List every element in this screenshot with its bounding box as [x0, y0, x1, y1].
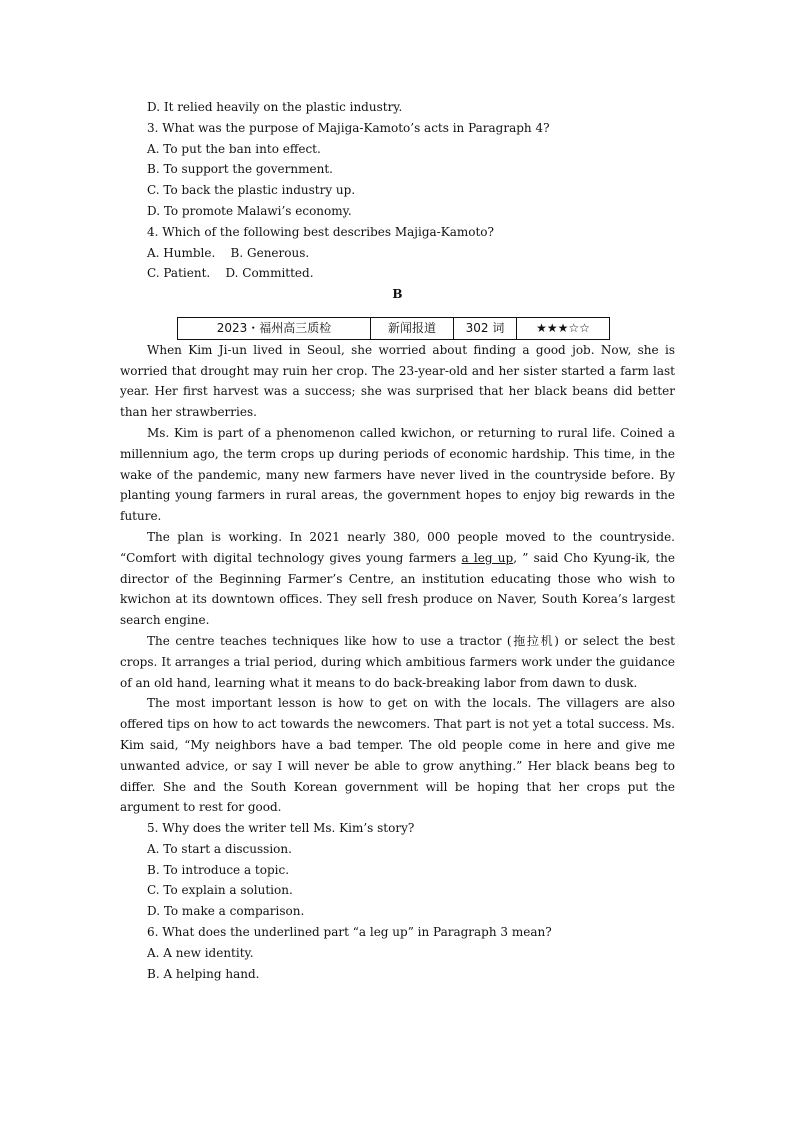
q4-options-row2: C. Patient. D. Committed.	[147, 266, 314, 281]
q6-question: 6. What does the underlined part “a leg up” in Paragraph 3 mean?	[147, 925, 552, 940]
paragraph-5: The most important lesson is how to get on with the locals. The villagers are also offered tips on how to act towards the newcomers. That part is not yet a total success. Ms. Kim said, “My neighbors have a bad temper. The old people come in here and give me unwanted advice, or say I will never be able to grow anything.” Her black beans beg to differ. She and the South Korean government will be hoping that her crops put the argument to rest for good.	[120, 696, 675, 815]
q5-option-a: A. To start a discussion.	[147, 841, 292, 856]
section-letter: B	[392, 287, 403, 302]
info-genre: 新闻报道	[371, 317, 454, 339]
info-difficulty: ★★★☆☆	[517, 317, 610, 339]
q5-option-b: B. To introduce a topic.	[147, 862, 290, 877]
q5-question: 5. Why does the writer tell Ms. Kim’s story?	[147, 821, 415, 836]
q6-option-a: A. A new identity.	[147, 945, 254, 960]
info-word-count: 302 词	[454, 317, 517, 339]
info-source: 2023・福州高三质检	[178, 317, 371, 339]
q4-options-row1: A. Humble. B. Generous.	[147, 245, 310, 260]
q6-option-b: B. A helping hand.	[147, 966, 260, 981]
q3-option-c: C. To back the plastic industry up.	[147, 183, 356, 198]
paragraph-3	[120, 527, 675, 631]
q3-question: 3. What was the purpose of Majiga-Kamoto’s acts in Paragraph 4?	[147, 120, 550, 135]
underlined-phrase: a leg up	[461, 550, 514, 565]
paragraph-1: When Kim Ji-un lived in Seoul, she worried about finding a good job. Now, she is worried that drought may ruin her crop. The 23-year-old and her sister started a farm last year. Her first harvest was a success; she was surprised that her black beans did better than her strawberries.	[120, 342, 675, 420]
passage-info-table	[177, 317, 610, 340]
q2-option-d: D. It relied heavily on the plastic industry.	[147, 100, 403, 114]
paragraph-4: The centre teaches techniques like how to use a tractor (拖拉机) or select the best crops. It arranges a trial period, during which ambitious farmers work under the guidance of an old hand, learning what it means to do back-breaking labor from dawn to dusk.	[120, 633, 675, 690]
paragraph-3-after: , ” said Cho Kyung-ik, the director of the Beginning Farmer’s Centre, an institution educating those who wish to kwichon at its downtown offices. They sell fresh produce on Naver, South Korea’s largest search engine.	[120, 550, 675, 628]
document-page	[120, 97, 675, 984]
paragraph-2: Ms. Kim is part of a phenomenon called kwichon, or returning to rural life. Coined a millennium ago, the term crops up during periods of economic hardship. This time, in the wake of the pandemic, many new farmers have never lived in the countryside before. By planting young farmers in rural areas, the government hopes to enjoy big rewards in the future.	[120, 425, 675, 524]
q3-option-a: A. To put the ban into effect.	[147, 141, 321, 156]
q5-option-d: D. To make a comparison.	[147, 904, 305, 919]
q5-option-c: C. To explain a solution.	[147, 883, 293, 898]
q4-question: 4. Which of the following best describes Majiga-Kamoto?	[147, 224, 494, 239]
q3-option-d: D. To promote Malawi’s economy.	[147, 203, 352, 218]
q3-option-b: B. To support the government.	[147, 162, 333, 177]
paragraph-3-before: The plan is working. In 2021 nearly 380, 000 people moved to the countryside. “Comfort with digital technology gives young farmers	[120, 529, 675, 565]
